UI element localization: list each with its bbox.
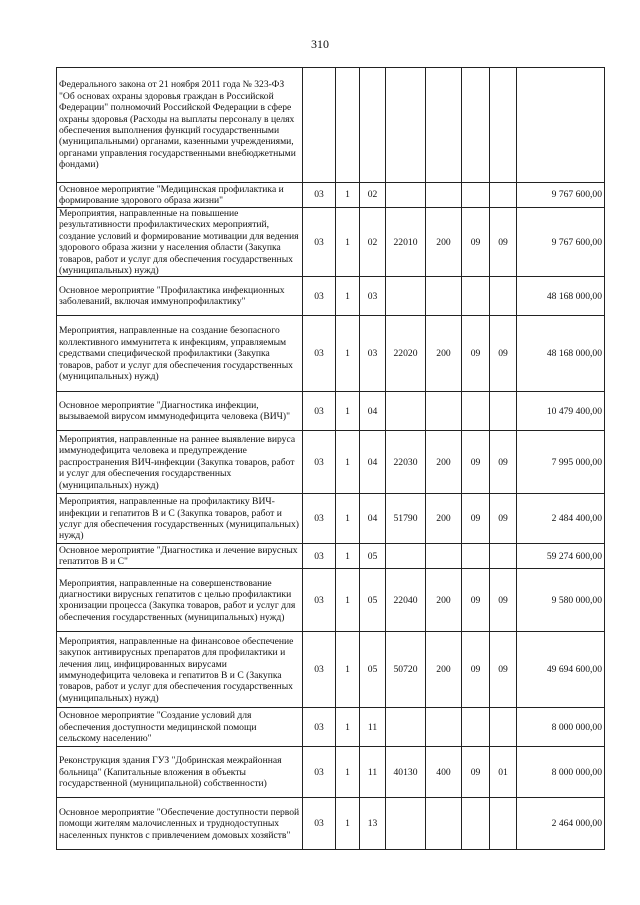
budget-table bbox=[56, 67, 605, 850]
direction-code bbox=[386, 392, 426, 431]
activity-code: 02 bbox=[360, 183, 386, 208]
table-row bbox=[57, 183, 605, 208]
subprogram-code bbox=[336, 68, 360, 183]
expense-type-code: 200 bbox=[426, 208, 462, 277]
row-description: Основное мероприятие "Профилактика инфекционных заболеваний, включая иммунопрофилактику" bbox=[57, 277, 303, 316]
subsection-code bbox=[490, 277, 517, 316]
subsection-code bbox=[490, 68, 517, 183]
subprogram-code: 1 bbox=[336, 569, 360, 632]
program-code: 03 bbox=[303, 747, 336, 798]
table-row bbox=[57, 798, 605, 850]
program-code: 03 bbox=[303, 277, 336, 316]
program-code: 03 bbox=[303, 798, 336, 850]
subprogram-code: 1 bbox=[336, 183, 360, 208]
direction-code: 22030 bbox=[386, 431, 426, 494]
row-description: Федерального закона от 21 ноября 2011 года № 323-ФЗ "Об основах охраны здоровья граждан в Российской Федерации" полномочий Российской Федерации в сфере охраны здоровья (Расходы на выплаты персоналу в целях обеспечения выполнения функций государственными (муниципальными) органами, казенными учреждениями, органами управления государственными внебюджетными фондами) bbox=[57, 68, 303, 183]
amount: 8 000 000,00 bbox=[517, 747, 605, 798]
expense-type-code bbox=[426, 68, 462, 183]
program-code: 03 bbox=[303, 431, 336, 494]
amount: 49 694 600,00 bbox=[517, 632, 605, 708]
row-description: Мероприятия, направленные на повышение результативности профилактических мероприятий, создание условий и формирование мотивации для ведения здорового образа жизни у населения области (Закупка товаров, работ и услуг для обеспечения государственных (муниципальных) нужд) bbox=[57, 208, 303, 277]
activity-code bbox=[360, 68, 386, 183]
budget-table-body bbox=[57, 68, 605, 850]
subsection-code bbox=[490, 798, 517, 850]
activity-code: 04 bbox=[360, 431, 386, 494]
expense-type-code bbox=[426, 708, 462, 747]
subsection-code bbox=[490, 183, 517, 208]
direction-code bbox=[386, 68, 426, 183]
section-code: 09 bbox=[462, 316, 490, 392]
row-description: Основное мероприятие "Диагностика и лечение вирусных гепатитов В и С" bbox=[57, 544, 303, 569]
subprogram-code: 1 bbox=[336, 632, 360, 708]
amount: 48 168 000,00 bbox=[517, 277, 605, 316]
amount: 7 995 000,00 bbox=[517, 431, 605, 494]
row-description: Мероприятия, направленные на совершенствование диагностики вирусных гепатитов с целью профилактики хронизации процесса (Закупка товаров, работ и услуг для обеспечения государственных (муниципальных) нужд) bbox=[57, 569, 303, 632]
program-code: 03 bbox=[303, 208, 336, 277]
direction-code bbox=[386, 798, 426, 850]
table-row bbox=[57, 632, 605, 708]
expense-type-code bbox=[426, 277, 462, 316]
row-description: Реконструкция здания ГУЗ "Добринская межрайонная больница" (Капитальные вложения в объекты государственной (муниципальной) собственности) bbox=[57, 747, 303, 798]
row-description: Основное мероприятие "Обеспечение доступности первой помощи жителям малочисленных и труднодоступных населенных пунктов с привлечением домовых хозяйств" bbox=[57, 798, 303, 850]
program-code: 03 bbox=[303, 316, 336, 392]
program-code: 03 bbox=[303, 708, 336, 747]
amount: 48 168 000,00 bbox=[517, 316, 605, 392]
row-description: Мероприятия, направленные на создание безопасного коллективного иммунитета к инфекциям, управляемым средствами специфической профилактики (Закупка товаров, работ и услуг для обеспечения государственных (муниципальных) нужд) bbox=[57, 316, 303, 392]
subsection-code bbox=[490, 392, 517, 431]
direction-code: 51790 bbox=[386, 494, 426, 544]
section-code bbox=[462, 183, 490, 208]
activity-code: 04 bbox=[360, 494, 386, 544]
amount: 2 484 400,00 bbox=[517, 494, 605, 544]
activity-code: 05 bbox=[360, 569, 386, 632]
subsection-code: 09 bbox=[490, 494, 517, 544]
expense-type-code: 200 bbox=[426, 431, 462, 494]
direction-code: 40130 bbox=[386, 747, 426, 798]
subprogram-code: 1 bbox=[336, 747, 360, 798]
table-row bbox=[57, 277, 605, 316]
table-row bbox=[57, 208, 605, 277]
amount: 2 464 000,00 bbox=[517, 798, 605, 850]
amount: 9 767 600,00 bbox=[517, 208, 605, 277]
expense-type-code bbox=[426, 798, 462, 850]
subsection-code: 01 bbox=[490, 747, 517, 798]
amount: 9 767 600,00 bbox=[517, 183, 605, 208]
subprogram-code: 1 bbox=[336, 431, 360, 494]
subprogram-code: 1 bbox=[336, 798, 360, 850]
expense-type-code: 400 bbox=[426, 747, 462, 798]
program-code: 03 bbox=[303, 569, 336, 632]
direction-code bbox=[386, 708, 426, 747]
row-description: Основное мероприятие "Диагностика инфекции, вызываемой вирусом иммунодефицита человека (ВИЧ)" bbox=[57, 392, 303, 431]
section-code bbox=[462, 708, 490, 747]
subsection-code: 09 bbox=[490, 632, 517, 708]
subprogram-code: 1 bbox=[336, 494, 360, 544]
subsection-code: 09 bbox=[490, 431, 517, 494]
direction-code: 50720 bbox=[386, 632, 426, 708]
row-description: Мероприятия, направленные на финансовое обеспечение закупок антивирусных препаратов для профилактики и лечения лиц, инфицированных вирусами иммунодефицита человека и гепатитов В и С (Закупка товаров, работ и услуг для обеспечения государственных (муниципальных) нужд) bbox=[57, 632, 303, 708]
row-description: Мероприятия, направленные на раннее выявление вируса иммунодефицита человека и предупреждение распространения ВИЧ-инфекции (Закупка товаров, работ и услуг для обеспечения государственных (муниципальных) нужд) bbox=[57, 431, 303, 494]
section-code: 09 bbox=[462, 208, 490, 277]
activity-code: 11 bbox=[360, 708, 386, 747]
section-code bbox=[462, 798, 490, 850]
table-row bbox=[57, 494, 605, 544]
activity-code: 03 bbox=[360, 316, 386, 392]
table-row bbox=[57, 392, 605, 431]
section-code bbox=[462, 544, 490, 569]
activity-code: 02 bbox=[360, 208, 386, 277]
amount bbox=[517, 68, 605, 183]
subsection-code: 09 bbox=[490, 208, 517, 277]
subsection-code bbox=[490, 544, 517, 569]
activity-code: 05 bbox=[360, 544, 386, 569]
subsection-code: 09 bbox=[490, 316, 517, 392]
expense-type-code bbox=[426, 392, 462, 431]
table-row bbox=[57, 431, 605, 494]
section-code: 09 bbox=[462, 632, 490, 708]
subsection-code bbox=[490, 708, 517, 747]
subprogram-code: 1 bbox=[336, 316, 360, 392]
row-description: Мероприятия, направленные на профилактику ВИЧ-инфекции и гепатитов В и С (Закупка товаров, работ и услуг для обеспечения государственных (муниципальных) нужд) bbox=[57, 494, 303, 544]
section-code: 09 bbox=[462, 431, 490, 494]
subprogram-code: 1 bbox=[336, 392, 360, 431]
expense-type-code: 200 bbox=[426, 494, 462, 544]
direction-code: 22010 bbox=[386, 208, 426, 277]
direction-code bbox=[386, 277, 426, 316]
program-code bbox=[303, 68, 336, 183]
subprogram-code: 1 bbox=[336, 208, 360, 277]
expense-type-code: 200 bbox=[426, 316, 462, 392]
row-description: Основное мероприятие "Медицинская профилактика и формирование здорового образа жизни" bbox=[57, 183, 303, 208]
activity-code: 11 bbox=[360, 747, 386, 798]
table-row bbox=[57, 708, 605, 747]
activity-code: 05 bbox=[360, 632, 386, 708]
direction-code: 22020 bbox=[386, 316, 426, 392]
section-code: 09 bbox=[462, 494, 490, 544]
subprogram-code: 1 bbox=[336, 277, 360, 316]
program-code: 03 bbox=[303, 544, 336, 569]
table-row bbox=[57, 316, 605, 392]
table-row bbox=[57, 68, 605, 183]
table-row bbox=[57, 569, 605, 632]
subprogram-code: 1 bbox=[336, 708, 360, 747]
page-number: 310 bbox=[311, 37, 329, 51]
subprogram-code: 1 bbox=[336, 544, 360, 569]
program-code: 03 bbox=[303, 494, 336, 544]
activity-code: 03 bbox=[360, 277, 386, 316]
expense-type-code bbox=[426, 183, 462, 208]
section-code bbox=[462, 68, 490, 183]
expense-type-code: 200 bbox=[426, 569, 462, 632]
direction-code: 22040 bbox=[386, 569, 426, 632]
amount: 10 479 400,00 bbox=[517, 392, 605, 431]
program-code: 03 bbox=[303, 392, 336, 431]
amount: 9 580 000,00 bbox=[517, 569, 605, 632]
section-code bbox=[462, 277, 490, 316]
table-row bbox=[57, 544, 605, 569]
section-code bbox=[462, 392, 490, 431]
amount: 59 274 600,00 bbox=[517, 544, 605, 569]
row-description: Основное мероприятие "Создание условий для обеспечения доступности медицинской помощи сельскому населению" bbox=[57, 708, 303, 747]
activity-code: 04 bbox=[360, 392, 386, 431]
amount: 8 000 000,00 bbox=[517, 708, 605, 747]
direction-code bbox=[386, 183, 426, 208]
program-code: 03 bbox=[303, 183, 336, 208]
expense-type-code bbox=[426, 544, 462, 569]
expense-type-code: 200 bbox=[426, 632, 462, 708]
section-code: 09 bbox=[462, 569, 490, 632]
program-code: 03 bbox=[303, 632, 336, 708]
section-code: 09 bbox=[462, 747, 490, 798]
activity-code: 13 bbox=[360, 798, 386, 850]
direction-code bbox=[386, 544, 426, 569]
table-row bbox=[57, 747, 605, 798]
subsection-code: 09 bbox=[490, 569, 517, 632]
